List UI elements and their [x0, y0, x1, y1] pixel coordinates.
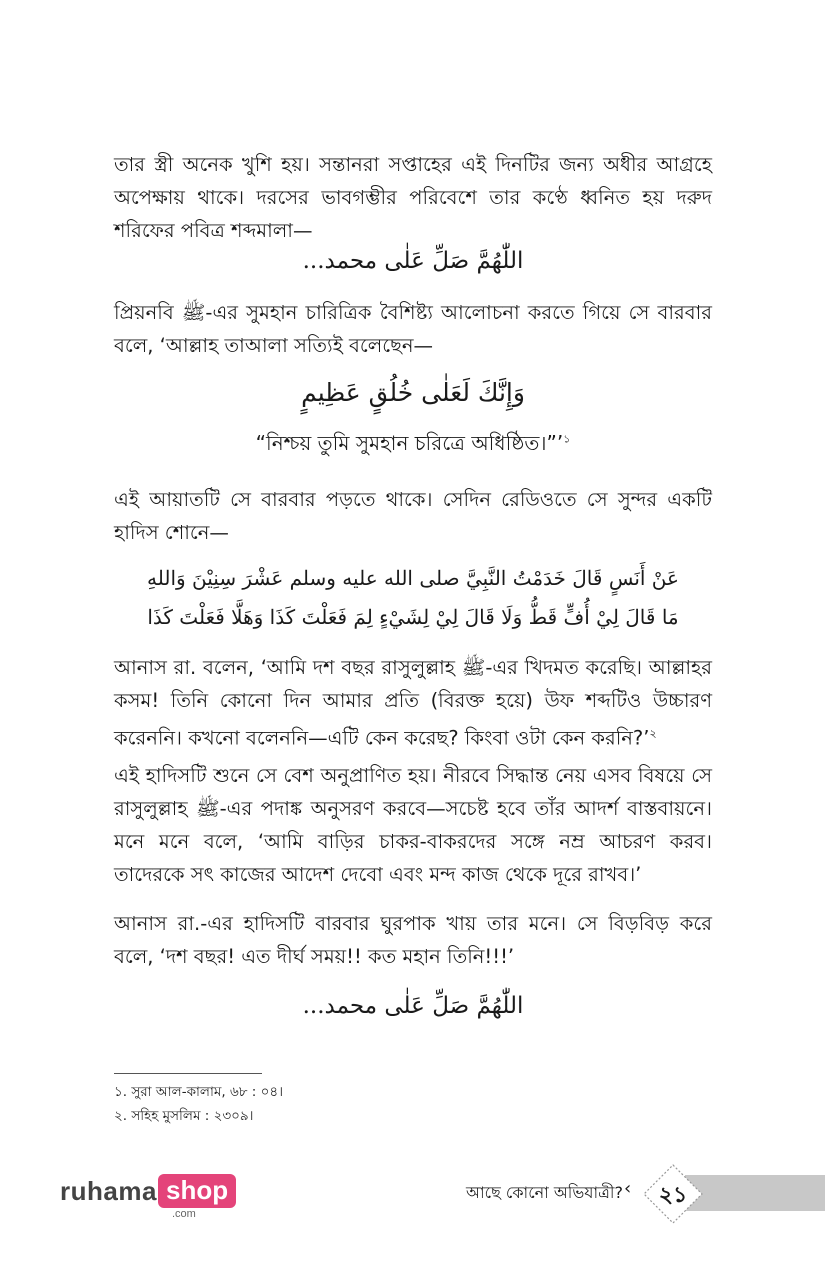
arabic-salawat-1: اللّٰهُمَّ صَلِّ عَلٰى محمد... [302, 248, 524, 274]
paragraph-4-text: আনাস রা. বলেন, ‘আমি দশ বছর রাসুলুল্লাহ ﷺ-এর খিদমত করেছি। আল্লাহর কসম! তিনি কোনো দিন আমার প্রতি (বিরক্ত হয়ে) উফ শব্দটিও উচ্চারণ করেননি। কখনো বলেননি—এটি কেন করেছ? কিংবা ওটা কেন করনি?’ [114, 656, 712, 750]
footnote-2: ২. সহিহ মুসলিম : ২৩০৯। [114, 1108, 254, 1124]
arabic-hadith-line-2: مَا قَالَ لِيْ أُفٍّ قَطُّ وَلَا قَالَ لِيْ لِشَيْءٍ لِمَ فَعَلْتَ كَذَا وَهَلَّا فَعَلْتَ كَذَا [147, 605, 679, 629]
logo-text-ruhama: ruhama [60, 1176, 157, 1206]
logo-text-shop: shop [158, 1174, 236, 1208]
verse-translation [114, 429, 712, 462]
footnote-divider [114, 1073, 262, 1074]
paragraph-2: প্রিয়নবি ﷺ-এর সুমহান চারিত্রিক বৈশিষ্ট্য আলোচনা করতে গিয়ে সে বারবার বলে, ‘আল্লাহ তাআলা সত্যিই বলেছেন— [114, 301, 713, 357]
logo-text-com: .com [172, 1208, 196, 1220]
arabic-salawat-2: اللّٰهُمَّ صَلِّ عَلٰى محمد... [302, 993, 524, 1019]
footnote-1: ১. সুরা আল-কালাম, ৬৮ : ০৪। [114, 1084, 284, 1100]
verse-translation-text: “নিশ্চয় তুমি সুমহান চরিত্রে অধিষ্ঠিত।”’ [255, 431, 564, 455]
running-title: আছে কোনো অভিযাত্রী? [466, 1183, 623, 1202]
footer-bar [685, 1175, 825, 1211]
footnote-ref-1: ১ [563, 432, 571, 446]
page-number: ২১ [658, 1183, 688, 1208]
arabic-hadith-line-1: عَنْ أَنَسٍ قَالَ خَدَمْتُ النَّبِيَّ صلى الله عليه وسلم عَشْرَ سِنِيْنَ وَاللهِ [147, 566, 679, 590]
arabic-verse: وَإِنَّكَ لَعَلٰى خُلُقٍ عَظِيمٍ [301, 378, 525, 407]
paragraph-3: এই আয়াতটি সে বারবার পড়তে থাকে। সেদিন রেডিওতে সে সুন্দর একটি হাদিস শোনে— [114, 488, 712, 544]
paragraph-4 [114, 651, 712, 755]
paragraph-6: আনাস রা.-এর হাদিসটি বারবার ঘুরপাক খায় তার মনে। সে বিড়বিড় করে বলে, ‘দশ বছর! এত দীর্ঘ সময়!! কত মহান তিনি!!!’ [114, 912, 712, 968]
chevron-left-icon: ‹ [624, 1178, 632, 1199]
paragraph-1: তার স্ত্রী অনেক খুশি হয়। সন্তানরা সপ্তাহের এই দিনটির জন্য অধীর আগ্রহে অপেক্ষায় থাকে। দরসের ভাবগম্ভীর পরিবেশে তার কণ্ঠে ধ্বনিত হয় দরুদ শরিফের পবিত্র শব্দমালা— [114, 153, 712, 242]
paragraph-5: এই হাদিসটি শুনে সে বেশ অনুপ্রাণিত হয়। নীরবে সিদ্ধান্ত নেয় এসব বিষয়ে সে রাসুলুল্লাহ ﷺ-এর পদাঙ্ক অনুসরণ করবে—সচেষ্ট হবে তাঁর আদর্শ বাস্তবায়নে। মনে মনে বলে, ‘আমি বাড়ির চাকর-বাকরদের সঙ্গে নম্র আচরণ করব। তাদেরকে সৎ কাজের আদেশ দেবো এবং মন্দ কাজ থেকে দূরে রাখব।’ [114, 764, 712, 886]
footnote-ref-2: ২ [649, 727, 657, 740]
